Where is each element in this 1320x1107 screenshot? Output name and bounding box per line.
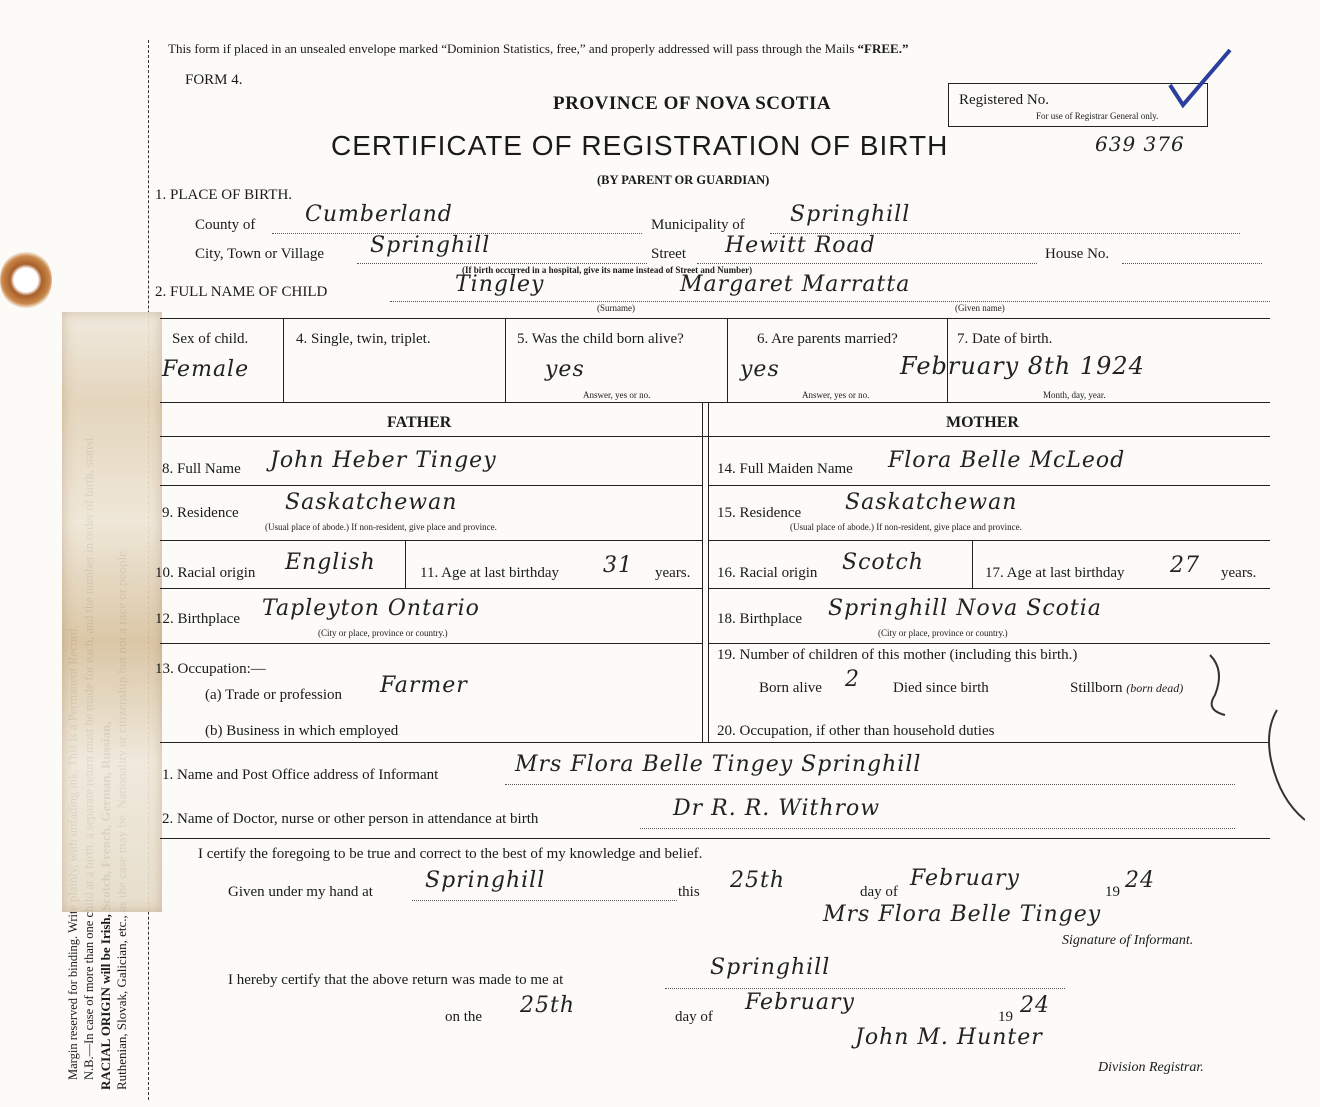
informant-value: Mrs Flora Belle Tingey Springhill [515, 752, 922, 777]
municipality-label: Municipality of [651, 217, 745, 233]
father-racial-value: English [285, 550, 376, 575]
father-heading: FATHER [387, 414, 452, 431]
street-label: Street [651, 246, 686, 262]
this-label: this [678, 884, 700, 900]
registrar-certify-text: I hereby certify that the above return was made to me at [228, 972, 564, 988]
father-age-label: 11. Age at last birthday [420, 565, 559, 581]
mother-racial-label: 16. Racial origin [717, 565, 818, 581]
day-of-label: day of [860, 884, 898, 900]
municipality-value: Springhill [790, 202, 911, 227]
mother-residence-note: (Usual place of abode.) If non-resident, give place and province. [790, 522, 1022, 532]
born-alive-question: 5. Was the child born alive? [517, 331, 684, 347]
province-heading: PROVINCE OF NOVA SCOTIA [553, 93, 832, 114]
check-mark-icon [1165, 45, 1235, 115]
mother-residence-value: Saskatchewan [845, 490, 1018, 515]
dob-value: February 8th 1924 [900, 352, 1145, 380]
married-question: 6. Are parents married? [757, 331, 898, 347]
mother-heading: MOTHER [946, 414, 1019, 431]
surname-label: (Surname) [597, 303, 635, 313]
house-no-label: House No. [1045, 246, 1110, 262]
child-surname-value: Tingley [455, 272, 545, 297]
year-prefix: 19 [1105, 884, 1120, 900]
page-subtitle: (BY PARENT OR GUARDIAN) [597, 173, 770, 187]
mother-residence-label: 15. Residence [717, 505, 802, 521]
married-value: yes [740, 357, 780, 382]
doctor-value: Dr R. R. Withrow [673, 796, 881, 821]
father-birthplace-value: Tapleyton Ontario [262, 596, 480, 621]
informant-label: 1. Name and Post Office address of Informant [162, 767, 439, 783]
father-name-label: 8. Full Name [162, 461, 241, 477]
given-name-label: (Given name) [955, 303, 1005, 313]
on-the-label: on the [445, 1009, 483, 1025]
mother-age-label: 17. Age at last birthday [985, 565, 1125, 581]
informant-signature-label: Signature of Informant. [1062, 933, 1194, 948]
plurality-label: 4. Single, twin, triplet. [296, 331, 431, 347]
father-residence-value: Saskatchewan [285, 490, 458, 515]
punch-hole-stain [0, 250, 52, 310]
city-label: City, Town or Village [195, 246, 325, 262]
division-registrar-label: Division Registrar. [1098, 1060, 1204, 1075]
informant-signature: Mrs Flora Belle Tingey [823, 902, 1102, 927]
stillborn-label: Stillborn (born dead) [1070, 680, 1184, 696]
sex-value: Female [162, 357, 250, 382]
tape-residue [62, 312, 162, 912]
city-value: Springhill [370, 233, 491, 258]
born-alive-value: yes [545, 357, 585, 382]
trade-label: (a) Trade or profession [205, 687, 343, 703]
mother-name-label: 14. Full Maiden Name [717, 461, 853, 477]
father-birthplace-label: 12. Birthplace [155, 611, 240, 627]
registrar-day-value: 25th [520, 993, 576, 1018]
registrar-year-value: 24 [1020, 993, 1050, 1018]
county-value: Cumberland [305, 202, 453, 227]
mother-occupation-label: 20. Occupation, if other than household duties [717, 723, 995, 739]
place-of-birth-label: 1. PLACE OF BIRTH. [155, 187, 293, 203]
dob-note: Month, day, year. [1043, 390, 1106, 400]
mother-birthplace-label: 18. Birthplace [717, 611, 802, 627]
father-name-value: John Heber Tingey [270, 448, 497, 473]
hospital-note: (If birth occurred in a hospital, give its name instead of Street and Number) [462, 265, 753, 275]
father-years-label: years. [655, 565, 691, 581]
registrar-month-value: February [745, 990, 855, 1015]
father-birthplace-note: (City or place, province or country.) [318, 628, 448, 638]
sex-label: Sex of child. [172, 331, 249, 347]
born-alive-count-value: 2 [845, 667, 860, 692]
registrar-place-value: Springhill [710, 955, 831, 980]
county-label: County of [195, 217, 256, 233]
registrar-use-note: For use of Registrar General only. [1036, 111, 1159, 121]
mother-birthplace-value: Springhill Nova Scotia [828, 596, 1102, 621]
child-given-value: Margaret Marratta [680, 272, 911, 297]
given-under-label: Given under my hand at [228, 884, 373, 900]
father-racial-label: 10. Racial origin [155, 565, 256, 581]
pencil-bracket-mark [1205, 650, 1305, 830]
registered-number-value: 639 376 [1095, 132, 1185, 156]
page-title: CERTIFICATE OF REGISTRATION OF BIRTH [331, 130, 949, 161]
form-number: FORM 4. [185, 72, 243, 88]
registrar-year-prefix: 19 [998, 1009, 1013, 1025]
mother-age-value: 27 [1170, 553, 1200, 578]
mother-name-value: Flora Belle McLeod [888, 448, 1126, 473]
registered-label: Registered No. [959, 92, 1049, 108]
business-label: (b) Business in which employed [205, 723, 399, 739]
born-alive-note: Answer, yes or no. [583, 390, 651, 400]
mother-birthplace-note: (City or place, province or country.) [878, 628, 1008, 638]
given-year-value: 24 [1125, 868, 1155, 893]
father-residence-note: (Usual place of abode.) If non-resident, give place and province. [265, 522, 497, 532]
mail-notice: This form if placed in an unsealed envelope marked “Dominion Statistics, free,” and properly addressed will pass through the Mails “FREE.” [168, 41, 909, 56]
dob-label: 7. Date of birth. [957, 331, 1053, 347]
doctor-label: 2. Name of Doctor, nurse or other person in attendance at birth [162, 811, 539, 827]
street-value: Hewitt Road [725, 233, 876, 258]
registrar-day-of-label: day of [675, 1009, 713, 1025]
certify-text: I certify the foregoing to be true and correct to the best of my knowledge and belief. [198, 846, 703, 862]
child-name-label: 2. FULL NAME OF CHILD [155, 284, 328, 300]
given-day-value: 25th [730, 868, 786, 893]
born-alive-count-label: Born alive [759, 680, 822, 696]
trade-value: Farmer [380, 673, 468, 698]
married-note: Answer, yes or no. [802, 390, 870, 400]
given-month-value: February [910, 866, 1020, 891]
registrar-signature: John M. Hunter [855, 1025, 1043, 1050]
mother-years-label: years. [1221, 565, 1257, 581]
given-place-value: Springhill [425, 868, 546, 893]
mother-racial-value: Scotch [842, 550, 924, 575]
father-occupation-label: 13. Occupation:— [155, 661, 266, 677]
father-age-value: 31 [603, 553, 633, 578]
children-count-label: 19. Number of children of this mother (including this birth.) [717, 647, 1078, 663]
died-since-birth-label: Died since birth [893, 680, 989, 696]
father-residence-label: 9. Residence [162, 505, 239, 521]
